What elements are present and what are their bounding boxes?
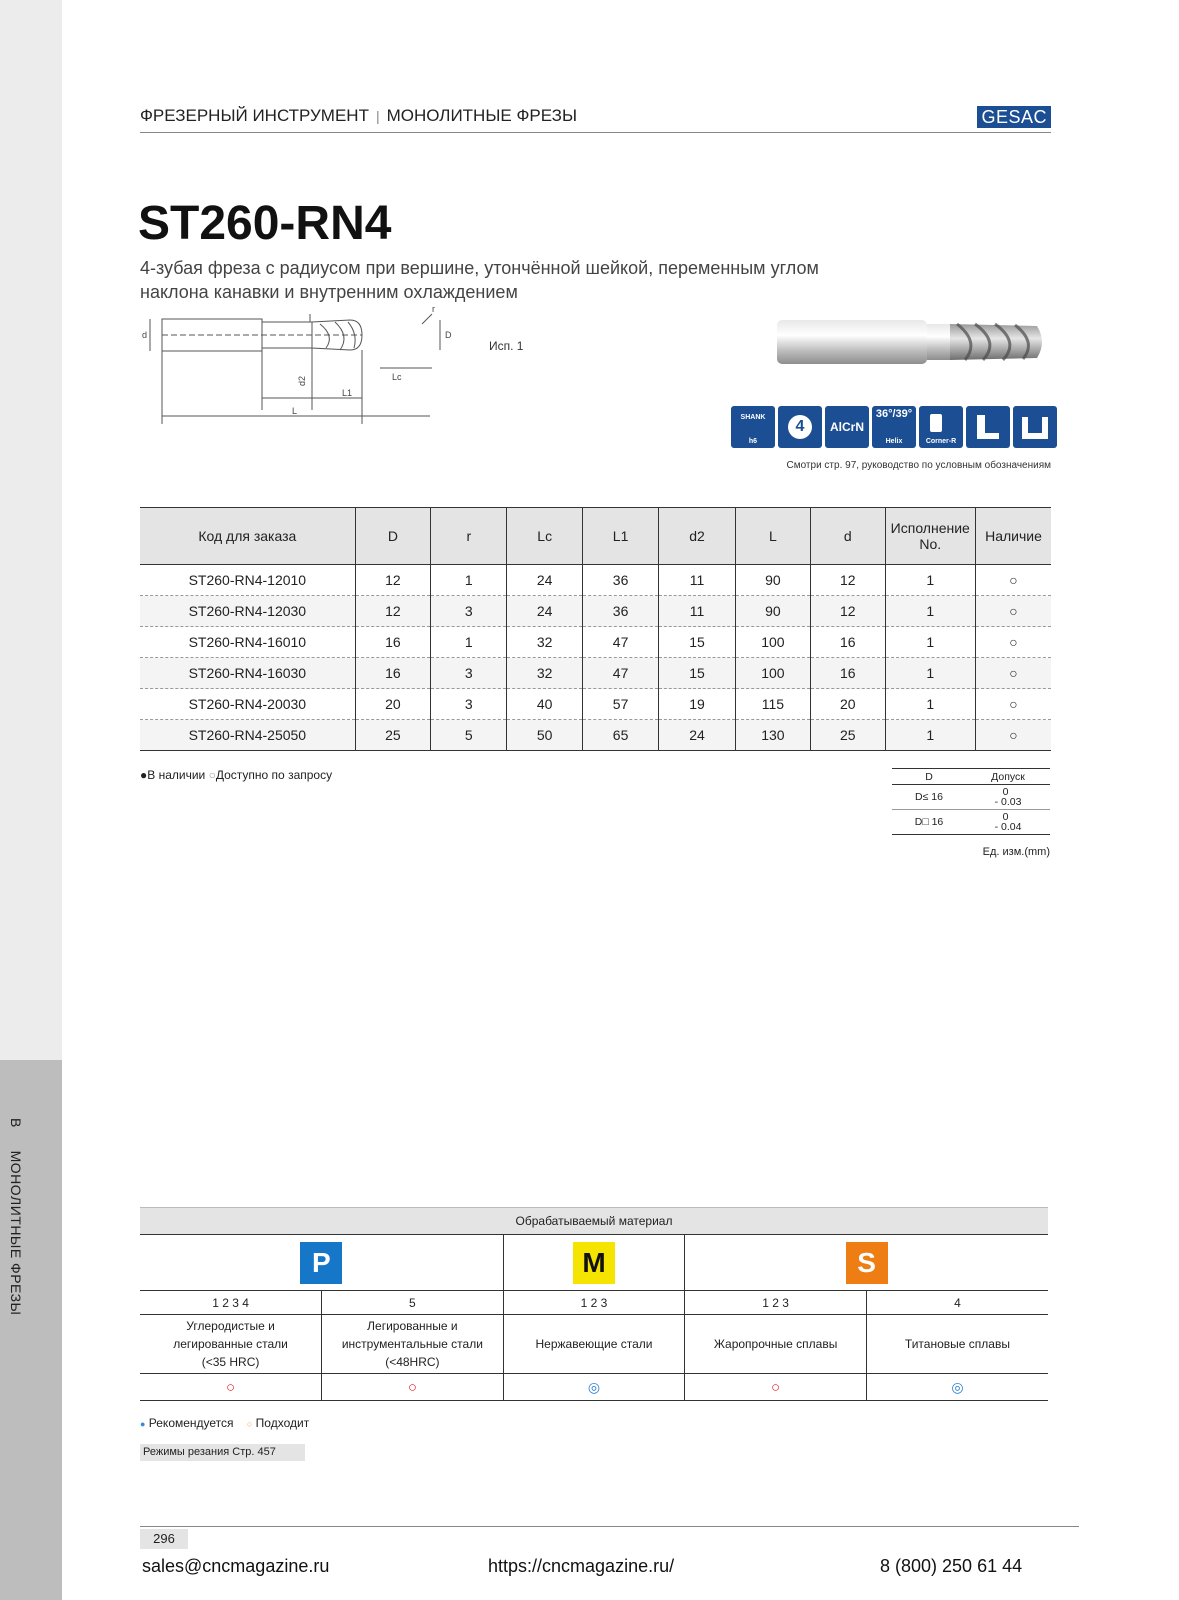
shank-label: SHANK <box>740 414 766 421</box>
recommended-legend-label: Рекомендуется <box>148 1416 234 1430</box>
materials-header-row <box>140 1208 1048 1235</box>
cell-L: 90 <box>735 596 810 627</box>
internal-coolant-icon <box>1013 406 1057 448</box>
cell-L: 115 <box>735 689 810 720</box>
material-name: Титановые сплавы <box>866 1315 1048 1374</box>
group-cell-P <box>140 1235 503 1291</box>
cell-D: 16 <box>355 658 430 689</box>
on-request-mark: ○ <box>208 768 216 782</box>
helix-angle-icon <box>872 406 916 448</box>
coating-icon <box>825 406 869 448</box>
dim-label-D: D <box>445 330 452 340</box>
helix-angle: 36°/39° <box>875 408 913 420</box>
dim-label-d: d <box>142 330 148 340</box>
availability-legend <box>140 768 332 782</box>
materials-header: Обрабатываемый материал <box>140 1208 1048 1235</box>
tolerance-row <box>892 785 1050 810</box>
cell-L: 100 <box>735 658 810 689</box>
tol-col-D: D <box>892 769 966 785</box>
cell-Lc: 24 <box>507 596 582 627</box>
material-marks-row <box>140 1374 1048 1401</box>
flute-count-icon <box>778 406 822 448</box>
col-r: r <box>431 508 507 565</box>
col-version: Исполнение No. <box>885 508 975 565</box>
cell-availability: ○ <box>976 627 1052 658</box>
cell-code: ST260-RN4-12010 <box>140 565 355 596</box>
page-title: ST260-RN4 <box>138 197 392 250</box>
footer-website[interactable]: https://cncmagazine.ru/ <box>488 1556 675 1576</box>
section-side-label <box>8 1118 24 1315</box>
corner-label: Corner-R <box>925 438 957 445</box>
cell-d2: 11 <box>659 565 735 596</box>
breadcrumb <box>140 106 577 126</box>
cell-D: 12 <box>355 565 430 596</box>
cell-version: 1 <box>885 627 975 658</box>
cell-L1: 36 <box>582 565 658 596</box>
cell-Lc: 32 <box>507 627 582 658</box>
cell-availability: ○ <box>976 565 1052 596</box>
cell-d: 16 <box>811 658 885 689</box>
shank-h6-icon <box>731 406 775 448</box>
recommended-mark: ◎ <box>503 1374 685 1401</box>
in-stock-mark: ● <box>140 768 148 782</box>
group-badge-S: S <box>846 1242 888 1284</box>
cell-d2: 24 <box>659 720 735 751</box>
unit-note: Ед. изм.(mm) <box>982 846 1050 858</box>
suitable-mark: ○ <box>685 1374 867 1401</box>
table-header-row <box>140 508 1051 565</box>
page-number: 296 <box>140 1529 188 1549</box>
coating-label: AlCrN <box>829 420 864 434</box>
cell-Lc: 50 <box>507 720 582 751</box>
cell-version: 1 <box>885 565 975 596</box>
cell-L: 100 <box>735 627 810 658</box>
tol-cell-value <box>966 785 1050 810</box>
cell-version: 1 <box>885 658 975 689</box>
materials-table <box>140 1207 1048 1401</box>
tolerance-header-row <box>892 769 1050 785</box>
cell-d: 25 <box>811 720 885 751</box>
breadcrumb-separator: | <box>375 108 380 124</box>
cell-version: 1 <box>885 689 975 720</box>
materials-legend <box>140 1416 309 1430</box>
tolerance-table <box>892 768 1050 835</box>
suitable-legend-mark: ○ <box>246 1419 253 1429</box>
table-row <box>140 627 1051 658</box>
cell-r: 3 <box>431 658 507 689</box>
cell-availability: ○ <box>976 658 1052 689</box>
col-order-code: Код для заказа <box>140 508 355 565</box>
technical-drawing <box>140 304 470 430</box>
suitable-mark: ○ <box>322 1374 504 1401</box>
product-description: 4-зубая фреза с радиусом при вершине, утончённой шейкой, переменным углом наклона канавки и внутренним охлаждением <box>140 258 819 302</box>
figure-label: Исп. 1 <box>489 339 524 353</box>
neck-relief-icon <box>966 406 1010 448</box>
cell-r: 3 <box>431 689 507 720</box>
cell-r: 1 <box>431 565 507 596</box>
in-stock-label: В наличии <box>147 768 206 782</box>
cell-version: 1 <box>885 596 975 627</box>
helix-label: Helix <box>885 438 903 445</box>
cell-d2: 11 <box>659 596 735 627</box>
cell-L: 90 <box>735 565 810 596</box>
footer-email[interactable]: sales@cncmagazine.ru <box>142 1556 330 1576</box>
dim-label-Lc: Lc <box>392 372 402 382</box>
footer-phone[interactable]: 8 (800) 250 61 44 <box>880 1556 1023 1576</box>
tolerance-row <box>892 810 1050 835</box>
material-name: Легированные и инструментальные стали (<48HRC) <box>322 1315 504 1374</box>
cell-L1: 47 <box>582 658 658 689</box>
cell-D: 20 <box>355 689 430 720</box>
brand-logo: GESAC <box>977 106 1051 128</box>
on-request-label: Доступно по запросу <box>215 768 333 782</box>
feature-icons <box>731 406 1057 448</box>
page-header <box>140 104 1051 133</box>
cell-r: 5 <box>431 720 507 751</box>
recommended-legend-mark: ● <box>140 1419 146 1429</box>
breadcrumb-section: ФРЕЗЕРНЫЙ ИНСТРУМЕНТ <box>140 106 369 125</box>
cell-D: 25 <box>355 720 430 751</box>
cell-L1: 36 <box>582 596 658 627</box>
suitable-legend-label: Подходит <box>255 1416 310 1430</box>
cell-availability: ○ <box>976 720 1052 751</box>
specification-table <box>140 507 1051 751</box>
cell-code: ST260-RN4-16030 <box>140 658 355 689</box>
cell-r: 3 <box>431 596 507 627</box>
material-nums: 4 <box>866 1291 1048 1315</box>
cell-Lc: 24 <box>507 565 582 596</box>
cell-version: 1 <box>885 720 975 751</box>
product-photo <box>775 312 1051 390</box>
tol-upper: 0 <box>1002 785 1009 798</box>
col-D: D <box>355 508 430 565</box>
tol-cell-D: D□ 16 <box>892 810 966 835</box>
cell-L: 130 <box>735 720 810 751</box>
tol-cell-D: D≤ 16 <box>892 785 966 810</box>
cell-d: 12 <box>811 565 885 596</box>
material-names-row <box>140 1315 1048 1374</box>
cell-D: 12 <box>355 596 430 627</box>
material-nums: 1 2 3 <box>685 1291 867 1315</box>
cell-d2: 15 <box>659 658 735 689</box>
cell-code: ST260-RN4-16010 <box>140 627 355 658</box>
corner-radius-icon <box>919 406 963 448</box>
breadcrumb-subsection: МОНОЛИТНЫЕ ФРЕЗЫ <box>386 106 577 125</box>
cell-r: 1 <box>431 627 507 658</box>
material-name: Нержавеющие стали <box>503 1315 685 1374</box>
cell-L1: 65 <box>582 720 658 751</box>
cell-Lc: 32 <box>507 658 582 689</box>
tol-lower: - 0.03 <box>994 795 1022 808</box>
cell-d2: 15 <box>659 627 735 658</box>
side-tab-label: МОНОЛИТНЫЕ ФРЕЗЫ <box>8 1150 24 1316</box>
table-row <box>140 565 1051 596</box>
footer-divider <box>140 1526 1079 1527</box>
cell-D: 16 <box>355 627 430 658</box>
col-L: L <box>735 508 810 565</box>
cell-availability: ○ <box>976 689 1052 720</box>
cell-L1: 57 <box>582 689 658 720</box>
group-cell-S <box>685 1235 1048 1291</box>
dim-label-d2: d2 <box>297 375 307 386</box>
col-availability: Наличие <box>976 508 1052 565</box>
col-d2: d2 <box>659 508 735 565</box>
cell-Lc: 40 <box>507 689 582 720</box>
group-badge-P: P <box>300 1242 342 1284</box>
material-nums: 1 2 3 4 <box>140 1291 322 1315</box>
material-nums: 1 2 3 <box>503 1291 685 1315</box>
cell-L1: 47 <box>582 627 658 658</box>
material-numbers-row <box>140 1291 1048 1315</box>
cell-d2: 19 <box>659 689 735 720</box>
group-cell-M <box>503 1235 685 1291</box>
material-nums: 5 <box>322 1291 504 1315</box>
col-L1: L1 <box>582 508 658 565</box>
recommended-mark: ◎ <box>866 1374 1048 1401</box>
cell-availability: ○ <box>976 596 1052 627</box>
cell-d: 12 <box>811 596 885 627</box>
table-row <box>140 689 1051 720</box>
flute-count: 4 <box>788 415 812 439</box>
cell-d: 20 <box>811 689 885 720</box>
tol-col-tolerance: Допуск <box>966 769 1050 785</box>
col-d: d <box>811 508 885 565</box>
cell-d: 16 <box>811 627 885 658</box>
icons-legend-note: Смотри стр. 97, руководство по условным обозначениям <box>786 460 1051 471</box>
dim-label-r: r <box>432 304 435 314</box>
tol-lower: - 0.04 <box>994 820 1022 833</box>
cutting-modes-reference: Режимы резания Стр. 457 <box>140 1444 305 1461</box>
table-row <box>140 596 1051 627</box>
cell-code: ST260-RN4-25050 <box>140 720 355 751</box>
suitable-mark: ○ <box>140 1374 322 1401</box>
material-groups-row <box>140 1235 1048 1291</box>
tol-upper: 0 <box>1002 810 1009 823</box>
table-row <box>140 720 1051 751</box>
material-name: Углеродистые и легированные стали (<35 HRC) <box>140 1315 322 1374</box>
group-badge-M: M <box>573 1242 615 1284</box>
dim-label-L1: L1 <box>342 388 353 398</box>
side-tab-letter: B <box>8 1118 24 1128</box>
table-row <box>140 658 1051 689</box>
cell-code: ST260-RN4-20030 <box>140 689 355 720</box>
material-name: Жаропрочные сплавы <box>685 1315 867 1374</box>
cell-code: ST260-RN4-12030 <box>140 596 355 627</box>
shank-tolerance: h6 <box>748 438 758 445</box>
dim-label-L: L <box>292 406 298 416</box>
tol-cell-value <box>966 810 1050 835</box>
col-Lc: Lc <box>507 508 582 565</box>
